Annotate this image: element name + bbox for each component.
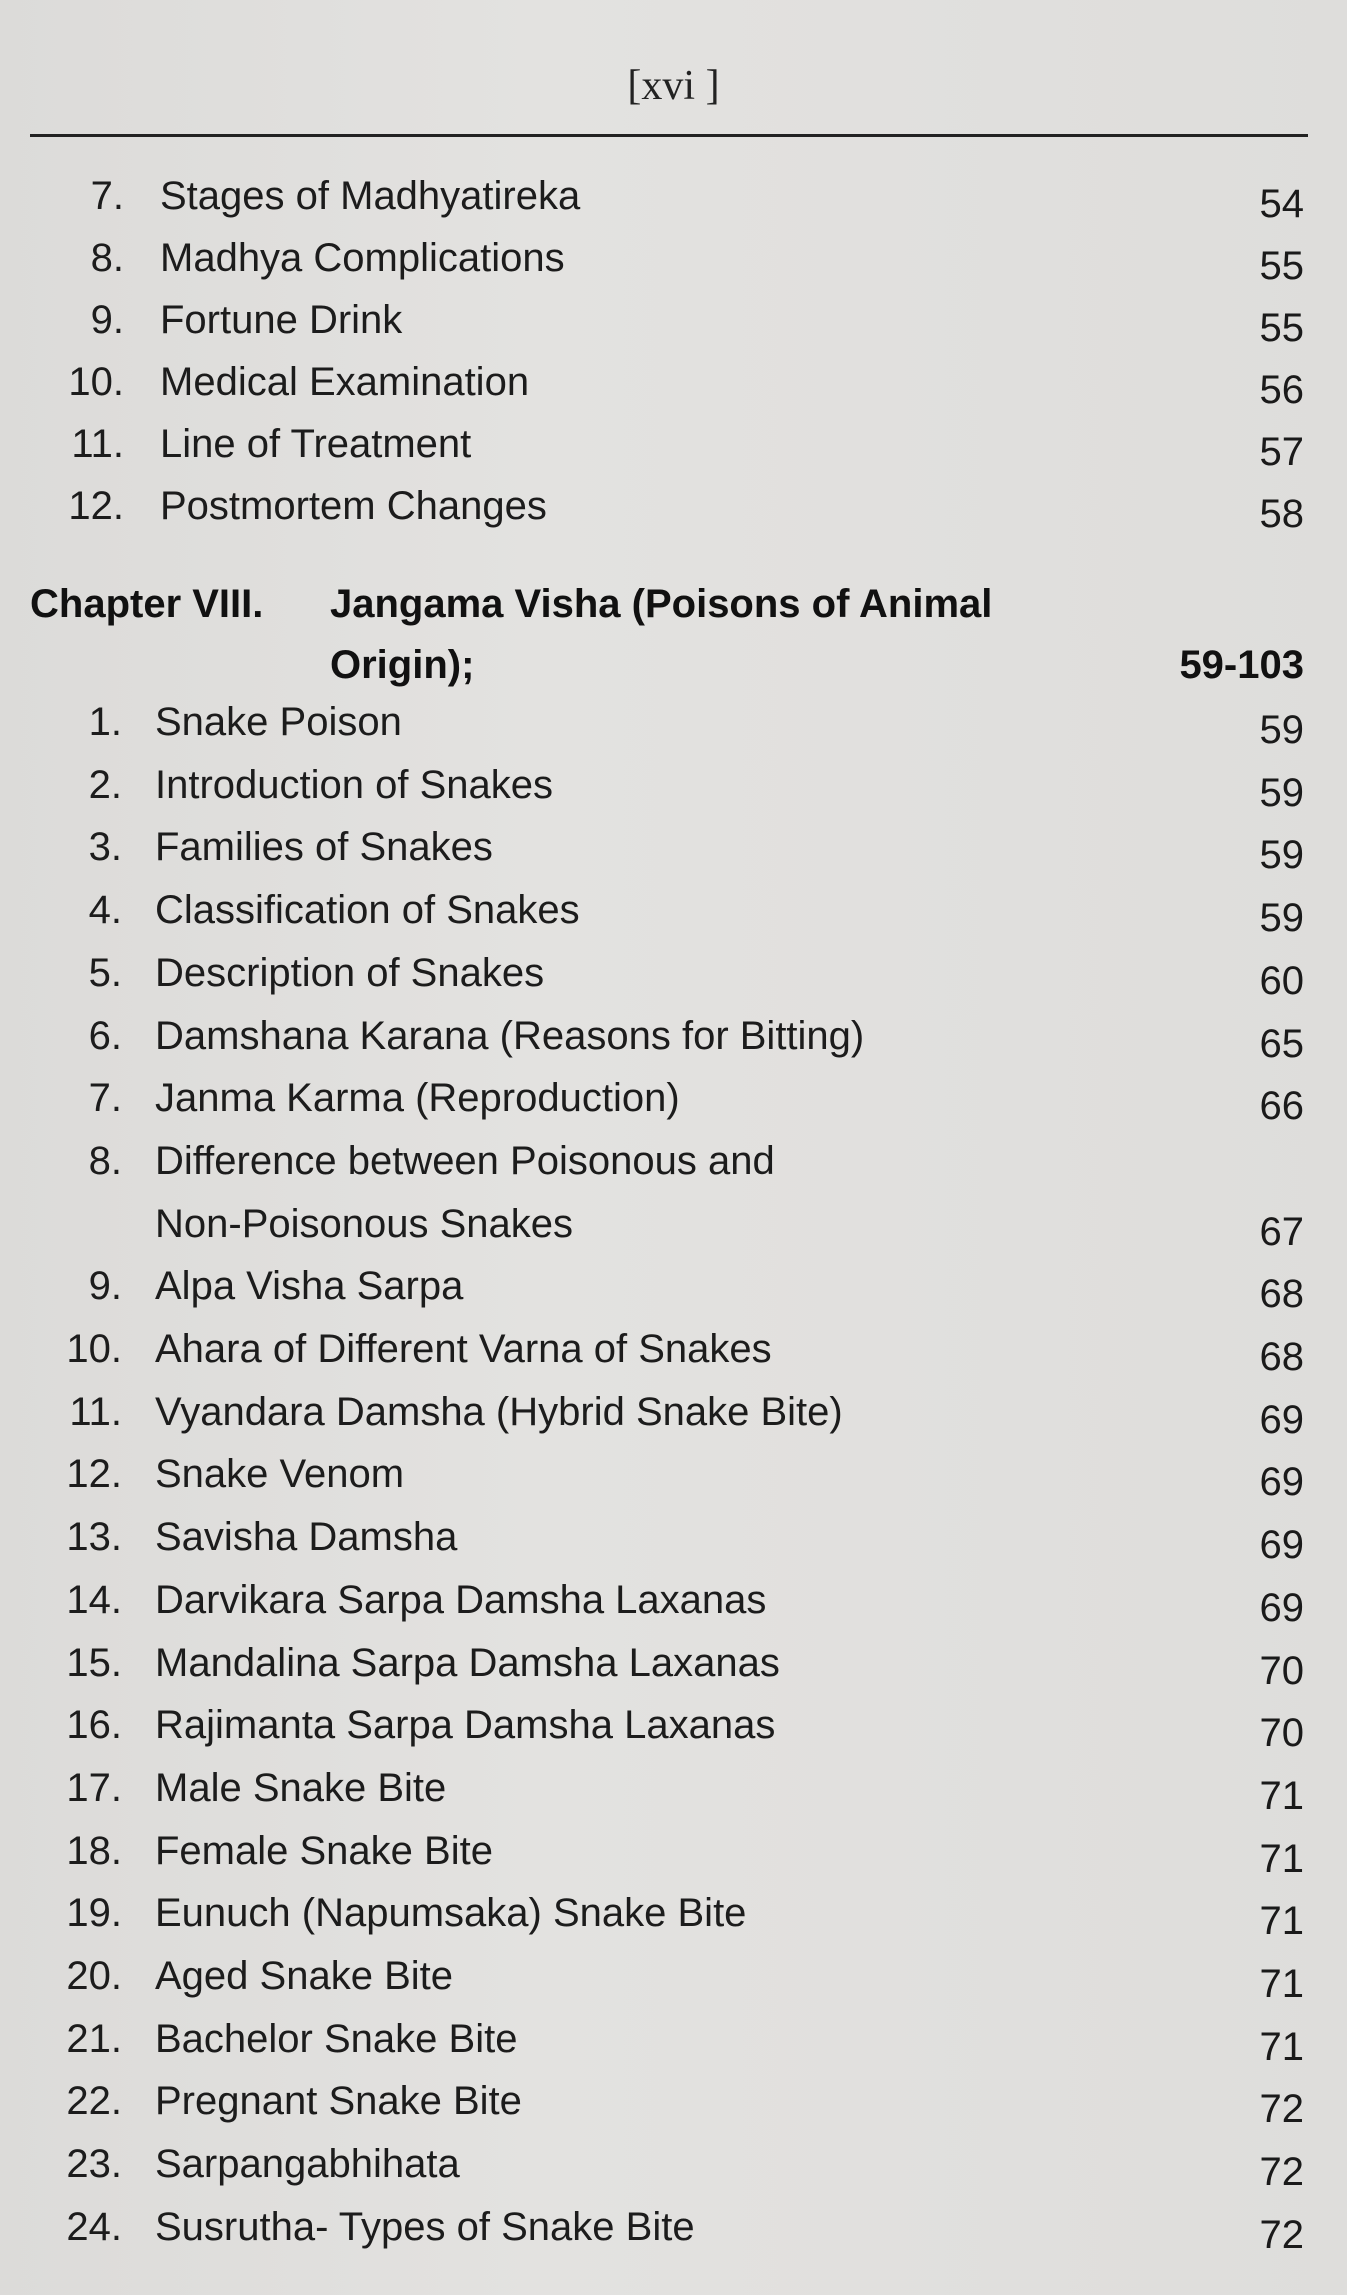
entry-title: Susrutha- Types of Snake Bite <box>155 2204 695 2249</box>
entry-number: 24. <box>66 2204 122 2249</box>
entry-number: 23. <box>66 2142 122 2187</box>
entry-page: 59 <box>1259 833 1304 878</box>
entry-number: 21. <box>66 2016 122 2061</box>
chapter-title-line1: Jangama Visha (Poisons of Animal <box>330 582 993 626</box>
entry-title: Aged Snake Bite <box>155 1954 453 1998</box>
entry-page: 68 <box>1259 1335 1304 1379</box>
entry-number: 10. <box>68 360 124 404</box>
entry-title: Difference between Poisonous and <box>155 1138 775 1183</box>
entry-page: 59 <box>1259 708 1304 752</box>
entry-title: Introduction of Snakes <box>155 762 554 807</box>
entry-page: 59 <box>1259 896 1304 941</box>
entry-number: 8. <box>90 236 124 280</box>
entry-page: 66 <box>1259 1084 1304 1129</box>
entry-page: 60 <box>1259 958 1304 1003</box>
entry-title: Stages of Madhyatireka <box>160 174 581 218</box>
entry-title: Sarpangabhihata <box>155 2142 460 2187</box>
chapter-label: Chapter VIII. <box>30 582 264 626</box>
entry-title: Bachelor Snake Bite <box>155 2016 518 2061</box>
chapter-page-range: 59-103 <box>1179 643 1304 687</box>
entry-number: 19. <box>66 1891 122 1936</box>
entry-number: 5. <box>88 950 122 995</box>
chapter-title-line2: Origin); <box>330 643 475 687</box>
entry-page: 72 <box>1259 2087 1304 2132</box>
entry-page: 67 <box>1259 1209 1304 1254</box>
entry-title: Female Snake Bite <box>155 1828 493 1873</box>
entry-title: Male Snake Bite <box>155 1765 447 1810</box>
entry-number: 11. <box>69 1389 122 1434</box>
entry-title: Medical Examination <box>160 360 530 404</box>
entry-number: 6. <box>88 1013 122 1058</box>
entry-number: 12. <box>66 1452 122 1497</box>
entry-page: 59 <box>1259 770 1304 815</box>
entry-number: 16. <box>66 1703 122 1748</box>
entry-number: 15. <box>66 1640 122 1685</box>
entry-number: 1. <box>88 700 122 744</box>
entry-page: 71 <box>1259 1899 1304 1944</box>
entry-number: 7. <box>90 174 124 218</box>
entry-number: 10. <box>66 1327 122 1371</box>
entry-title: Ahara of Different Varna of Snakes <box>155 1327 772 1371</box>
entry-title: Madhya Complications <box>160 236 565 280</box>
entry-title: Darvikara Sarpa Damsha Laxanas <box>155 1577 767 1622</box>
entry-page: 55 <box>1259 244 1304 288</box>
entry-title: Pregnant Snake Bite <box>155 2079 522 2124</box>
entry-page: 69 <box>1259 1397 1304 1442</box>
entry-title: Families of Snakes <box>155 825 493 870</box>
entry-title: Janma Karma (Reproduction) <box>155 1076 680 1121</box>
entry-page: 57 <box>1259 430 1304 474</box>
entry-number: 18. <box>66 1828 122 1873</box>
entry-page: 65 <box>1259 1021 1304 1066</box>
entry-number: 17. <box>66 1765 122 1810</box>
entry-title: Eunuch (Napumsaka) Snake Bite <box>155 1891 747 1936</box>
entry-page: 71 <box>1259 2024 1304 2069</box>
entry-number: 3. <box>88 825 122 870</box>
entry-page: 70 <box>1259 1711 1304 1756</box>
entry-title: Classification of Snakes <box>155 888 580 933</box>
entry-title: Damshana Karana (Reasons for Bitting) <box>155 1013 865 1058</box>
entry-title: Description of Snakes <box>155 950 545 995</box>
entry-title: Alpa Visha Sarpa <box>155 1264 464 1309</box>
header-rule <box>30 134 1308 137</box>
entry-number: 20. <box>66 1954 122 1998</box>
entry-title: Fortune Drink <box>160 298 403 342</box>
entry-number: 13. <box>66 1515 122 1560</box>
entry-title: Non-Poisonous Snakes <box>155 1201 574 1246</box>
entry-page: 70 <box>1259 1648 1304 1693</box>
entry-page: 56 <box>1259 368 1304 412</box>
entry-number: 2. <box>88 762 122 807</box>
entry-page: 71 <box>1259 1962 1304 2006</box>
entry-number: 14. <box>66 1577 122 1622</box>
entry-number: 9. <box>90 298 124 342</box>
entry-page: 68 <box>1259 1272 1304 1317</box>
entry-number: 9. <box>88 1264 122 1309</box>
entry-title: Vyandara Damsha (Hybrid Snake Bite) <box>155 1389 843 1434</box>
entry-page: 71 <box>1259 1836 1304 1881</box>
entry-number: 4. <box>88 888 122 933</box>
entry-title: Snake Venom <box>155 1452 405 1497</box>
entry-number: 7. <box>88 1076 122 1121</box>
entry-page: 69 <box>1259 1585 1304 1630</box>
entry-page: 55 <box>1259 306 1304 350</box>
entry-page: 72 <box>1259 2212 1304 2257</box>
entry-page: 72 <box>1259 2150 1304 2195</box>
entry-title: Rajimanta Sarpa Damsha Laxanas <box>155 1703 776 1748</box>
entry-title: Line of Treatment <box>160 422 472 466</box>
page-number: [xvi ] <box>627 63 720 109</box>
entry-number: 22. <box>66 2079 122 2124</box>
entry-title: Snake Poison <box>155 700 402 744</box>
entry-page: 69 <box>1259 1460 1304 1505</box>
entry-page: 71 <box>1259 1773 1304 1818</box>
entry-number: 8. <box>88 1138 122 1183</box>
entry-title: Savisha Damsha <box>155 1515 458 1560</box>
entry-title: Mandalina Sarpa Damsha Laxanas <box>155 1640 780 1685</box>
entry-page: 58 <box>1259 492 1304 536</box>
entry-page: 69 <box>1259 1523 1304 1568</box>
entry-page: 54 <box>1259 182 1304 226</box>
entry-number: 11. <box>71 422 124 466</box>
entry-number: 12. <box>68 484 124 528</box>
entry-title: Postmortem Changes <box>160 484 547 528</box>
